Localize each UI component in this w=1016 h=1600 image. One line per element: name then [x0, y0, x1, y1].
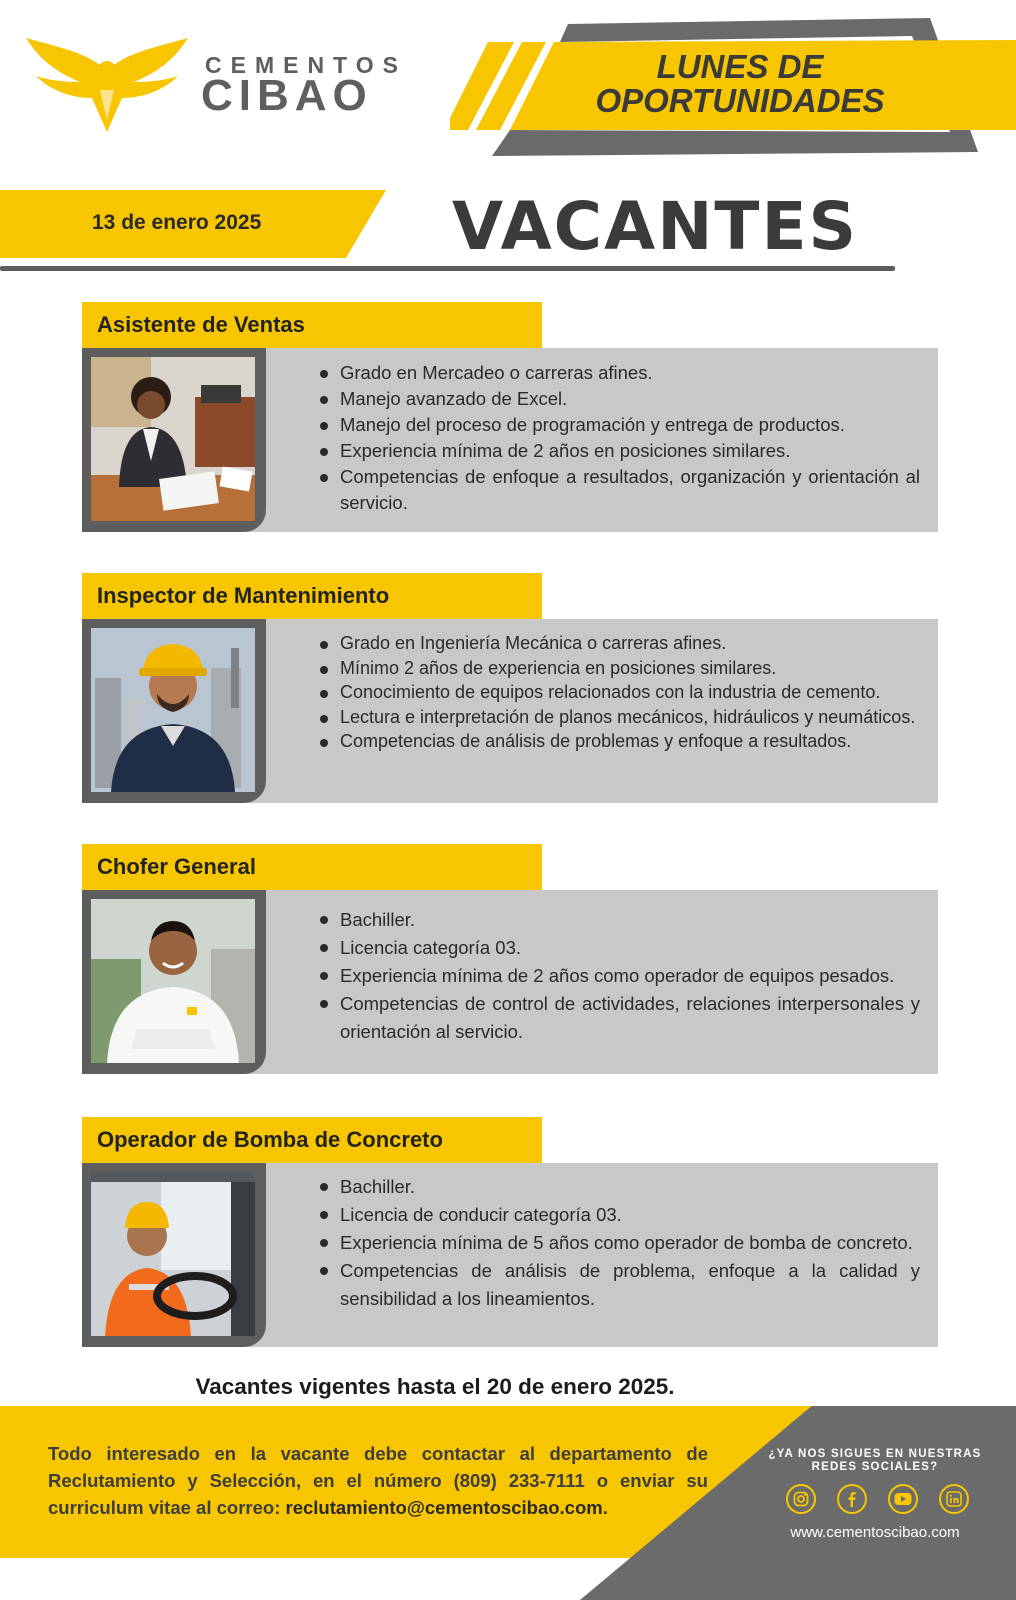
- job-photo: [91, 357, 255, 521]
- social-icons: [786, 1484, 969, 1514]
- requirement-item: Competencias de control de actividades, relaciones interpersonales y orientación al servicio.: [320, 990, 920, 1046]
- job-title-bar: [82, 1117, 542, 1165]
- job-title: Asistente de Ventas: [97, 312, 305, 337]
- eagle-logo: [22, 32, 192, 136]
- brand-name-top: CEMENTOS: [205, 52, 407, 78]
- requirement-item: Licencia categoría 03.: [320, 934, 920, 962]
- banner-line-2: OPORTUNIDADES: [595, 82, 885, 119]
- deadline-notice: Vacantes vigentes hasta el 20 de enero 2025.: [195, 1374, 675, 1399]
- linkedin-icon[interactable]: [939, 1484, 969, 1514]
- requirement-item: Lectura e interpretación de planos mecánicos, hidráulicos y neumáticos.: [320, 705, 920, 730]
- banner-line-1: LUNES DE: [656, 48, 824, 85]
- banner-title: [560, 50, 920, 118]
- page-title: VACANTES: [452, 188, 859, 265]
- job-photo: [91, 628, 255, 792]
- contact-email[interactable]: reclutamiento@cementoscibao.com: [285, 1497, 603, 1518]
- youtube-icon[interactable]: [888, 1484, 918, 1514]
- requirement-item: Manejo avanzado de Excel.: [320, 386, 920, 412]
- job-card-inspector-mantenimiento: [82, 573, 938, 805]
- requirement-item: Competencias de enfoque a resultados, organización y orientación al servicio.: [320, 464, 920, 516]
- job-photo-frame: [82, 890, 266, 1074]
- publish-date: 13 de enero 2025: [92, 211, 262, 234]
- job-title-bar: [82, 302, 542, 350]
- website-link[interactable]: www.cementoscibao.com: [790, 1524, 960, 1541]
- requirement-item: Grado en Ingeniería Mecánica o carreras afines.: [320, 631, 920, 656]
- contact-suffix: .: [602, 1497, 608, 1518]
- job-photo-frame: [82, 1163, 266, 1347]
- requirement-item: Manejo del proceso de programación y entrega de productos.: [320, 412, 920, 438]
- requirement-item: Grado en Mercadeo o carreras afines.: [320, 360, 920, 386]
- job-card-chofer-general: [82, 844, 938, 1076]
- requirements-list: [320, 360, 920, 516]
- requirement-item: Mínimo 2 años de experiencia en posiciones similares.: [320, 656, 920, 681]
- requirement-item: Experiencia mínima de 2 años en posiciones similares.: [320, 438, 920, 464]
- requirement-item: Competencias de análisis de problema, enfoque a la calidad y sensibilidad a los lineamientos.: [320, 1257, 920, 1313]
- requirements-list: [320, 1173, 920, 1313]
- requirement-item: Experiencia mínima de 2 años como operador de equipos pesados.: [320, 962, 920, 990]
- job-photo: [91, 1172, 255, 1336]
- brand-name-bottom: CIBAO: [201, 71, 373, 120]
- job-photo-frame: [82, 619, 266, 803]
- job-title: Operador de Bomba de Concreto: [97, 1127, 443, 1152]
- job-title: Chofer General: [97, 854, 256, 879]
- requirement-item: Conocimiento de equipos relacionados con la industria de cemento.: [320, 680, 920, 705]
- requirement-item: Licencia de conducir categoría 03.: [320, 1201, 920, 1229]
- instagram-icon[interactable]: [786, 1484, 816, 1514]
- requirement-item: Competencias de análisis de problemas y enfoque a resultados.: [320, 729, 920, 754]
- social-question: ¿YA NOS SIGUES EN NUESTRAS REDES SOCIALES?: [768, 1448, 982, 1473]
- requirements-list: [320, 631, 920, 754]
- contact-text: Todo interesado en la vacante debe contactar al departamento de Reclutamiento y Selección, en el número (809) 233-7111 o enviar su curriculum vitae al correo:: [48, 1443, 708, 1518]
- job-title: Inspector de Mantenimiento: [97, 583, 390, 608]
- job-title-bar: [82, 573, 542, 621]
- job-card-operador-bomba: [82, 1117, 938, 1349]
- requirement-item: Bachiller.: [320, 1173, 920, 1201]
- job-photo: [91, 899, 255, 1063]
- job-photo-frame: [82, 348, 266, 532]
- requirement-item: Bachiller.: [320, 906, 920, 934]
- header-divider: [0, 266, 895, 271]
- job-card-asistente-ventas: [82, 302, 938, 534]
- job-title-bar: [82, 844, 542, 892]
- requirements-list: [320, 906, 920, 1046]
- requirement-item: Experiencia mínima de 5 años como operador de bomba de concreto.: [320, 1229, 920, 1257]
- facebook-icon[interactable]: [837, 1484, 867, 1514]
- contact-instructions: [48, 1440, 708, 1521]
